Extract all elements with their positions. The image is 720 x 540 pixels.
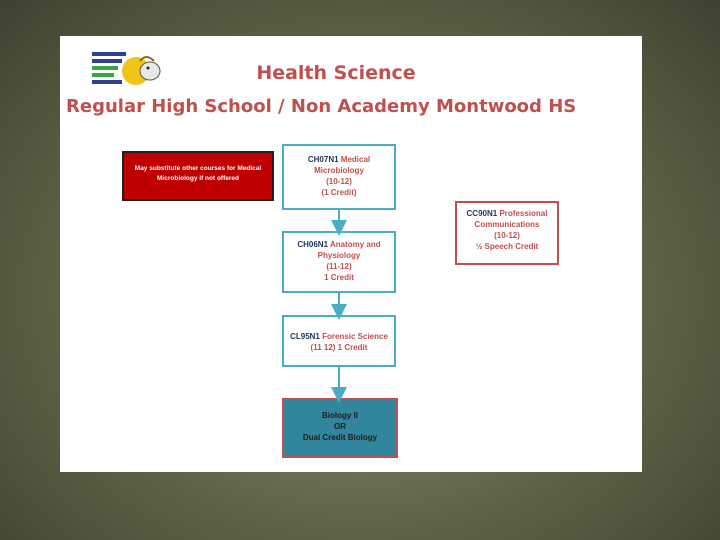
course-line: ½ Speech Credit bbox=[475, 242, 539, 251]
course-line: OR bbox=[334, 422, 346, 431]
course-line: (1 Credit) bbox=[321, 188, 357, 197]
course-line: Dual Credit Biology bbox=[302, 433, 378, 442]
course-code: CH06N1 bbox=[297, 240, 329, 249]
course-name: Anatomy and bbox=[329, 240, 381, 249]
course-line: (10-12) bbox=[326, 177, 352, 186]
title-line-1: Health Science bbox=[256, 62, 416, 84]
course-line: Communications bbox=[474, 220, 540, 229]
course-code: CL95N1 bbox=[290, 332, 320, 341]
course-line: Biology II bbox=[322, 411, 358, 420]
course-name: Medical bbox=[340, 155, 371, 164]
course-name: Professional bbox=[499, 209, 548, 218]
course-line: Microbiology bbox=[314, 166, 364, 175]
title-line-2: Regular High School / Non Academy Montwood HS bbox=[66, 96, 577, 117]
course-line: (11-12) bbox=[326, 262, 352, 271]
course-line: (11 12) 1 Credit bbox=[310, 343, 368, 352]
flow-arrows bbox=[60, 36, 642, 472]
course-line: (10-12) bbox=[494, 231, 520, 240]
course-line: Physiology bbox=[317, 251, 361, 260]
course-name: Forensic Science bbox=[322, 332, 388, 341]
course-line: 1 Credit bbox=[324, 273, 354, 282]
slide bbox=[60, 36, 642, 472]
substitution-note: May substitute other courses for Medical Microbiology if not offered bbox=[122, 151, 274, 201]
course-code: CC90N1 bbox=[466, 209, 498, 218]
course-code: CH07N1 bbox=[307, 155, 339, 164]
